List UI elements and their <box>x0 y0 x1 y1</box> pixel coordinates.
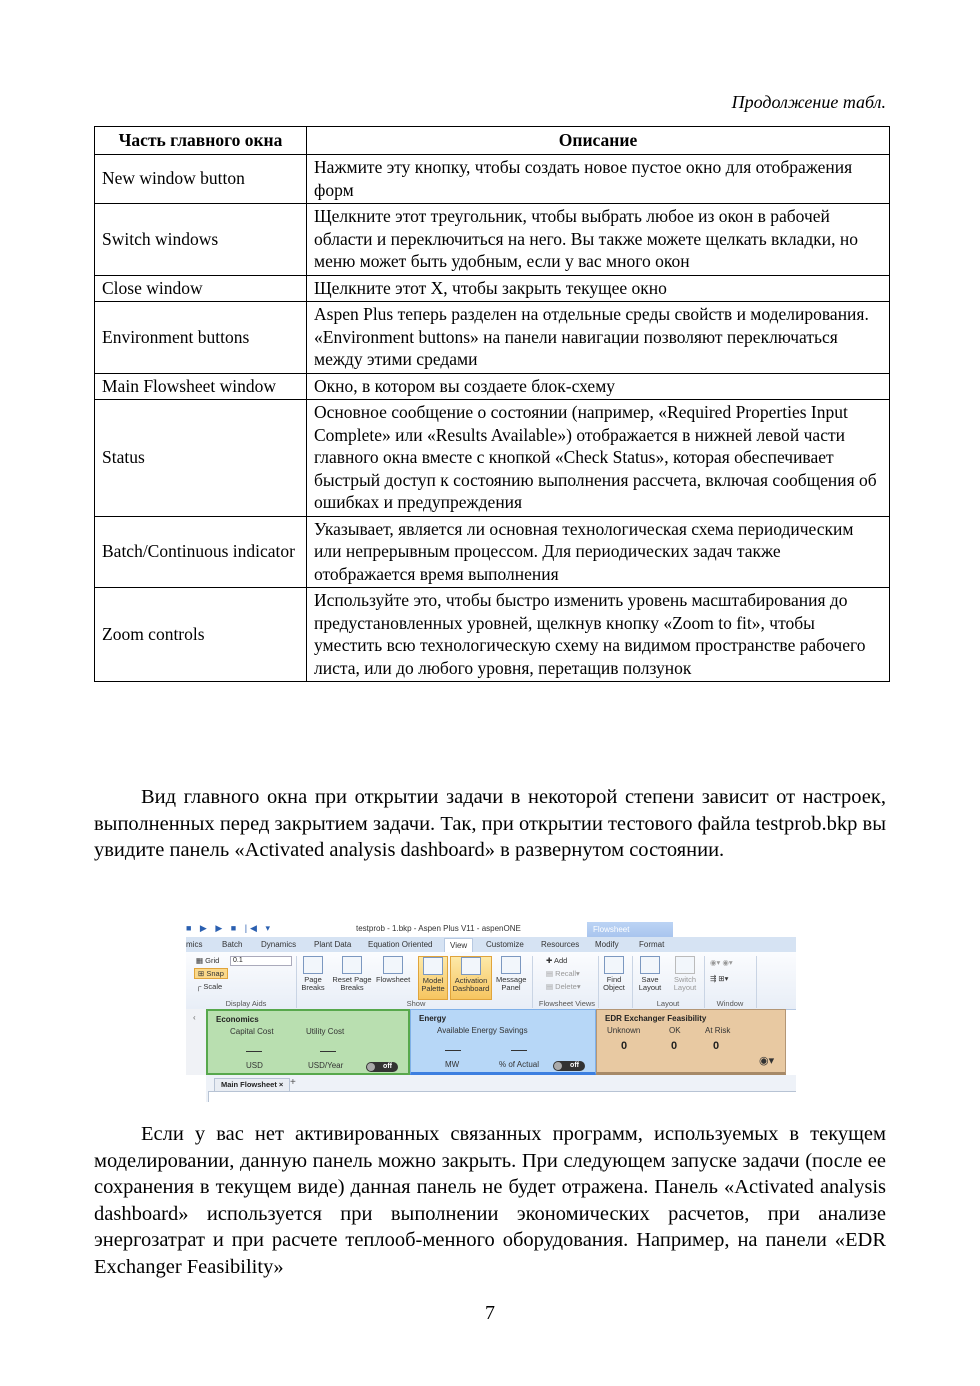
ok-label: OK <box>669 1026 681 1035</box>
energy-toggle[interactable]: off <box>553 1061 585 1071</box>
delete-view-button[interactable]: ▤ Delete▾ <box>546 982 581 991</box>
ok-count: 0 <box>671 1040 678 1052</box>
tab-equation-oriented[interactable]: Equation Oriented <box>368 940 433 949</box>
group-show: Show <box>406 999 426 1008</box>
utility-cost-unit: USD/Year <box>308 1061 344 1070</box>
flowsheet-canvas[interactable] <box>208 1091 796 1102</box>
edr-settings-icon[interactable]: ◉▾ <box>759 1055 775 1067</box>
energy-mw-value <box>445 1050 461 1051</box>
scale-toggle[interactable]: ┌ Scale <box>196 982 223 991</box>
cell-part: New window button <box>95 155 307 204</box>
paragraph-1: Вид главного окна при открытии задачи в некоторой степени зависит от настроек, выполненных перед закрытием задачи. Так, при открытии тестового файла testprob.bkp вы увидите панель «Activated analysis dashboard» в развернутом состоянии. <box>94 786 886 861</box>
quick-access-toolbar: ■ ▶ ▶ ■ |◀ ▾ <box>186 923 273 933</box>
cell-part: Zoom controls <box>95 588 307 682</box>
available-energy-savings-label: Available Energy Savings <box>437 1026 528 1035</box>
save-layout-icon <box>640 956 660 974</box>
window-nav-icons[interactable]: ◉▾ ◉▾ <box>710 958 733 967</box>
table-row <box>95 302 890 374</box>
cell-desc: Щелкните этот треугольник, чтобы выбрать любое из окон в рабочей области и переключиться на него. Вы также можете щелкать вкладки, но меню может быть удобным, если у вас много окон <box>307 204 890 276</box>
energy-title: Energy <box>419 1014 447 1023</box>
table-header-row <box>95 127 890 155</box>
activation-dashboard-button[interactable]: Activation Dashboard <box>450 956 492 1000</box>
message-panel-icon <box>501 956 521 974</box>
cell-desc: Щелкните этот X, чтобы закрыть текущее окно <box>307 275 890 302</box>
energy-mw-unit: MW <box>445 1060 460 1069</box>
table-row <box>95 516 890 588</box>
message-panel-button[interactable]: Message Panel <box>496 956 526 992</box>
model-palette-button[interactable]: Model Palette <box>418 956 448 1000</box>
header-description: Описание <box>307 127 890 155</box>
tab-main-flowsheet[interactable]: Main Flowsheet × <box>214 1078 290 1091</box>
utility-cost-value <box>320 1051 336 1052</box>
edr-exchanger-feasibility-panel <box>596 1009 786 1075</box>
tab-modify[interactable]: Modify <box>595 940 619 949</box>
tab-batch[interactable]: Batch <box>222 940 243 949</box>
edr-title: EDR Exchanger Feasibility <box>605 1014 707 1023</box>
reset-page-breaks-icon <box>342 956 362 974</box>
tab-customize[interactable]: Customize <box>486 940 524 949</box>
snap-toggle[interactable]: ⊞ Snap <box>194 968 228 979</box>
table-row <box>95 400 890 517</box>
at-risk-count: 0 <box>713 1040 720 1052</box>
energy-percent-unit: % of Actual <box>499 1060 540 1069</box>
switch-layout-button[interactable]: Switch Layout <box>670 956 700 992</box>
find-object-button[interactable]: Find Object <box>600 956 628 992</box>
tab-view[interactable]: View <box>444 938 473 952</box>
divider <box>532 956 533 1008</box>
save-layout-button[interactable]: Save Layout <box>636 956 664 992</box>
page-breaks-button[interactable]: Page Breaks <box>300 956 326 992</box>
aspen-plus-screenshot <box>186 920 796 1102</box>
main-window-parts-table <box>94 126 890 682</box>
model-palette-icon <box>423 957 443 975</box>
navigation-collapsed[interactable]: ‹ <box>186 1009 206 1075</box>
new-window-button[interactable]: + <box>290 1077 296 1088</box>
cell-part: Status <box>95 400 307 517</box>
window-arrange-icons[interactable]: ⇶ ⊞▾ <box>710 974 729 983</box>
divider <box>296 956 297 1008</box>
cell-desc: Нажмите эту кнопку, чтобы создать новое пустое окно для отображения форм <box>307 155 890 204</box>
economics-toggle[interactable]: off <box>366 1062 398 1072</box>
grid-size-input[interactable]: 0.1 <box>230 956 292 966</box>
cell-part: Close window <box>95 275 307 302</box>
ribbon-tabs <box>186 937 796 953</box>
cell-desc: Указывает, является ли основная технологическая схема периодическим или непрерывным процессом. Для периодических задач также отображается время выполнения <box>307 516 890 588</box>
window-title: testprob - 1.bkp - Aspen Plus V11 - aspenONE <box>356 924 521 933</box>
divider <box>704 956 705 1008</box>
paragraph-2: Если у вас нет активированных связанных программ, используемых в текущем моделировании, данную панель можно закрыть. При следующем запуске задачи (после ее сохранения в текущем виде) данная панель не будет отражена. Панель «Activated analysis dashboard» используется при выполнении экономических расчетов, при анализе энергозатрат и при расчете теплооб-менного оборудования. Например, на панели «EDR Exchanger Feasibility» <box>94 1123 886 1278</box>
cell-part: Batch/Continuous indicator <box>95 516 307 588</box>
recall-view-button[interactable]: ▤ Recall▾ <box>546 969 580 978</box>
cell-desc: Основное сообщение о состоянии (например, «Required Properties Input Complete» или «Results Available») отображается в нижней левой части главного окна вместе с кнопкой «Check Status», которая обеспечивает быстрый доступ к состоянию выполнения рассчета, включая сообщения об ошибках и предупреждения <box>307 400 890 517</box>
table-row <box>95 373 890 400</box>
switch-layout-icon <box>675 956 695 974</box>
context-tab-flowsheet[interactable]: Flowsheet <box>587 922 673 938</box>
table-row <box>95 155 890 204</box>
cell-part: Environment buttons <box>95 302 307 374</box>
cell-desc: Окно, в котором вы создаете блок-схему <box>307 373 890 400</box>
flowsheet-icon <box>383 956 403 974</box>
divider <box>632 956 633 1008</box>
group-layout: Layout <box>656 999 680 1008</box>
capital-cost-value <box>246 1051 262 1052</box>
table-row <box>95 275 890 302</box>
capital-cost-label: Capital Cost <box>230 1027 274 1036</box>
group-display-aids: Display Aids <box>225 999 267 1008</box>
energy-percent-value <box>511 1050 527 1051</box>
at-risk-label: At Risk <box>705 1026 731 1035</box>
tab-format[interactable]: Format <box>639 940 665 949</box>
binoculars-icon <box>604 956 624 974</box>
table-row <box>95 204 890 276</box>
capital-cost-unit: USD <box>246 1061 263 1070</box>
economics-panel <box>206 1009 410 1075</box>
flowsheet-button[interactable]: Flowsheet <box>376 956 410 984</box>
cell-part: Main Flowsheet window <box>95 373 307 400</box>
table-row <box>95 588 890 682</box>
tab-resources[interactable]: Resources <box>541 940 580 949</box>
unknown-label: Unknown <box>607 1026 641 1035</box>
group-window: Window <box>716 999 744 1008</box>
energy-panel <box>410 1009 596 1075</box>
economics-title: Economics <box>216 1015 259 1024</box>
title-bar <box>186 920 796 937</box>
table-continuation-caption: Продолжение табл. <box>731 92 886 112</box>
utility-cost-label: Utility Cost <box>306 1027 345 1036</box>
activation-dashboard-icon <box>461 957 481 975</box>
cell-desc: Используйте это, чтобы быстро изменить уровень масштабирования до предустановленных уровней, щелкнув кнопку «Zoom to fit», чтобы уместить всю технологическую схему на видимом пространстве рабочего листа, или до любого уровня, перетащив ползунок <box>307 588 890 682</box>
grid-toggle[interactable]: ▦ Grid <box>196 956 220 965</box>
add-view-button[interactable]: ✚ Add <box>546 956 568 965</box>
cell-desc: Aspen Plus теперь разделен на отдельные среды свойств и моделирования. «Environment buttons» на панели навигации позволяют переключаться между этими средами <box>307 302 890 374</box>
ribbon-view <box>186 952 796 1010</box>
header-part: Часть главного окна <box>95 127 307 155</box>
unknown-count: 0 <box>621 1040 628 1052</box>
cell-part: Switch windows <box>95 204 307 276</box>
divider <box>756 956 757 1008</box>
tab-dynamics[interactable]: Dynamics <box>261 940 297 949</box>
reset-page-breaks-button[interactable]: Reset Page Breaks <box>332 956 372 992</box>
page-number: 7 <box>485 1302 495 1324</box>
divider <box>598 956 599 1008</box>
page-breaks-icon <box>303 956 323 974</box>
tab-simulation-partial[interactable]: mics <box>186 940 203 949</box>
tab-plant-data[interactable]: Plant Data <box>314 940 352 949</box>
group-flowsheet-views: Flowsheet Views <box>538 999 596 1008</box>
